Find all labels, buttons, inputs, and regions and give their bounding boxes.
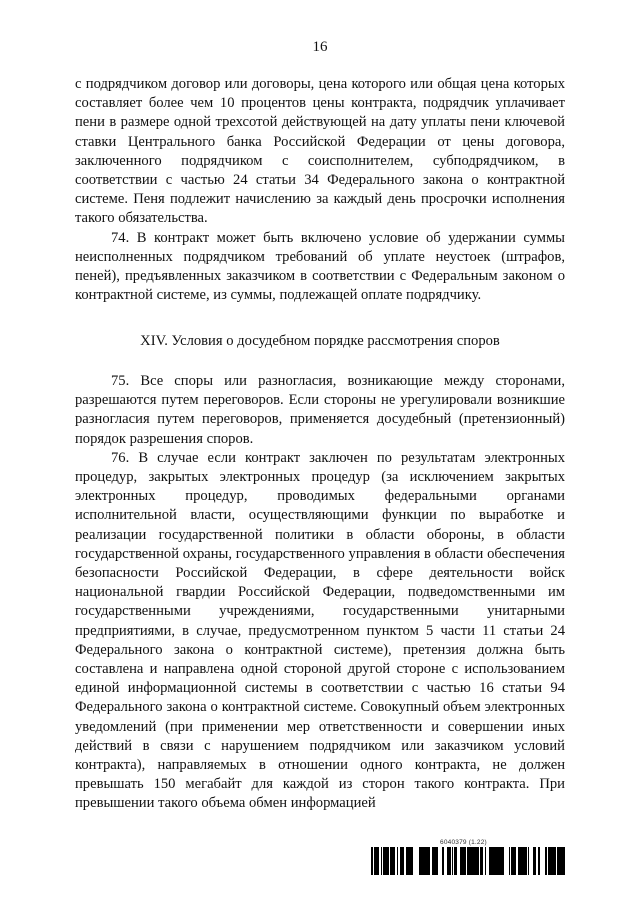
text-block-bottom (75, 372, 565, 814)
barcode-icon (370, 847, 565, 875)
text-block-top (75, 75, 565, 305)
paragraph-75: 75. Все споры или разногласия, возникающие между сторонами, разрешаются путем переговоров. Если стороны не урегулировали возникшие разногласия путем переговоров, применяется досудебный (претензионный) порядок разрешения споров. (75, 373, 565, 447)
document-code: 6040379 (1.22) (440, 839, 487, 846)
page-number: 16 (312, 39, 328, 55)
continuation-paragraph: с подрядчиком договор или договоры, цена которого или общая цена которых составляет более чем 10 процентов цены контракта, подрядчик уплачивает пени в размере одной трехсотой действующей на дату уплаты пени ключевой ставки Центрального банка Российской Федерации от цены договора, заключенного подрядчиком с соисполнителем, субподрядчиком, в соответствии с частью 24 статьи 34 Федерального закона о контрактной системе. Пеня подлежит начислению за каждый день просрочки исполнения такого обязательства. (75, 76, 565, 227)
paragraph-76: 76. В случае если контракт заключен по результатам электронных процедур, закрытых электронных процедур (за исключением закрытых электронных процедур, проводимых федеральными органами исполнительной власти, осуществляющими функции по выработке и реализации государственной политики в области обороны, в области государственной охраны, государственного управления в области обеспечения безопасности Российской Федерации, в сфере деятельности войск национальной гвардии Российской Федерации, подведомственными им государственными учреждениями, государственными унитарными предприятиями, в случае, предусмотренном пунктом 5 части 11 статьи 24 Федерального закона о контрактной системе), претензия должна быть составлена и направлена одной стороной другой стороне с использованием единой информационной системы в соответствии с частью 16 статьи 94 Федерального закона о контрактной системе. Совокупный объем электронных уведомлений (при применении мер ответственности и совершении иных действий в связи с нарушением подрядчиком или заказчиком условий контракта), направляемых в отношении одного контракта, не должен превышать 150 мегабайт для каждой из сторон такого контракта. При превышении такого объема обмен информацией (75, 449, 565, 812)
section-heading: XIV. Условия о досудебном порядке рассмотрения споров (140, 333, 500, 349)
paragraph-74: 74. В контракт может быть включено условие об удержании суммы неисполненных подрядчиком требований об уплате неустоек (штрафов, пеней), предъявленных заказчиком в соответствии с Федеральным законом о контрактной системе, из суммы, подлежащей оплате подрядчику. (75, 229, 565, 304)
